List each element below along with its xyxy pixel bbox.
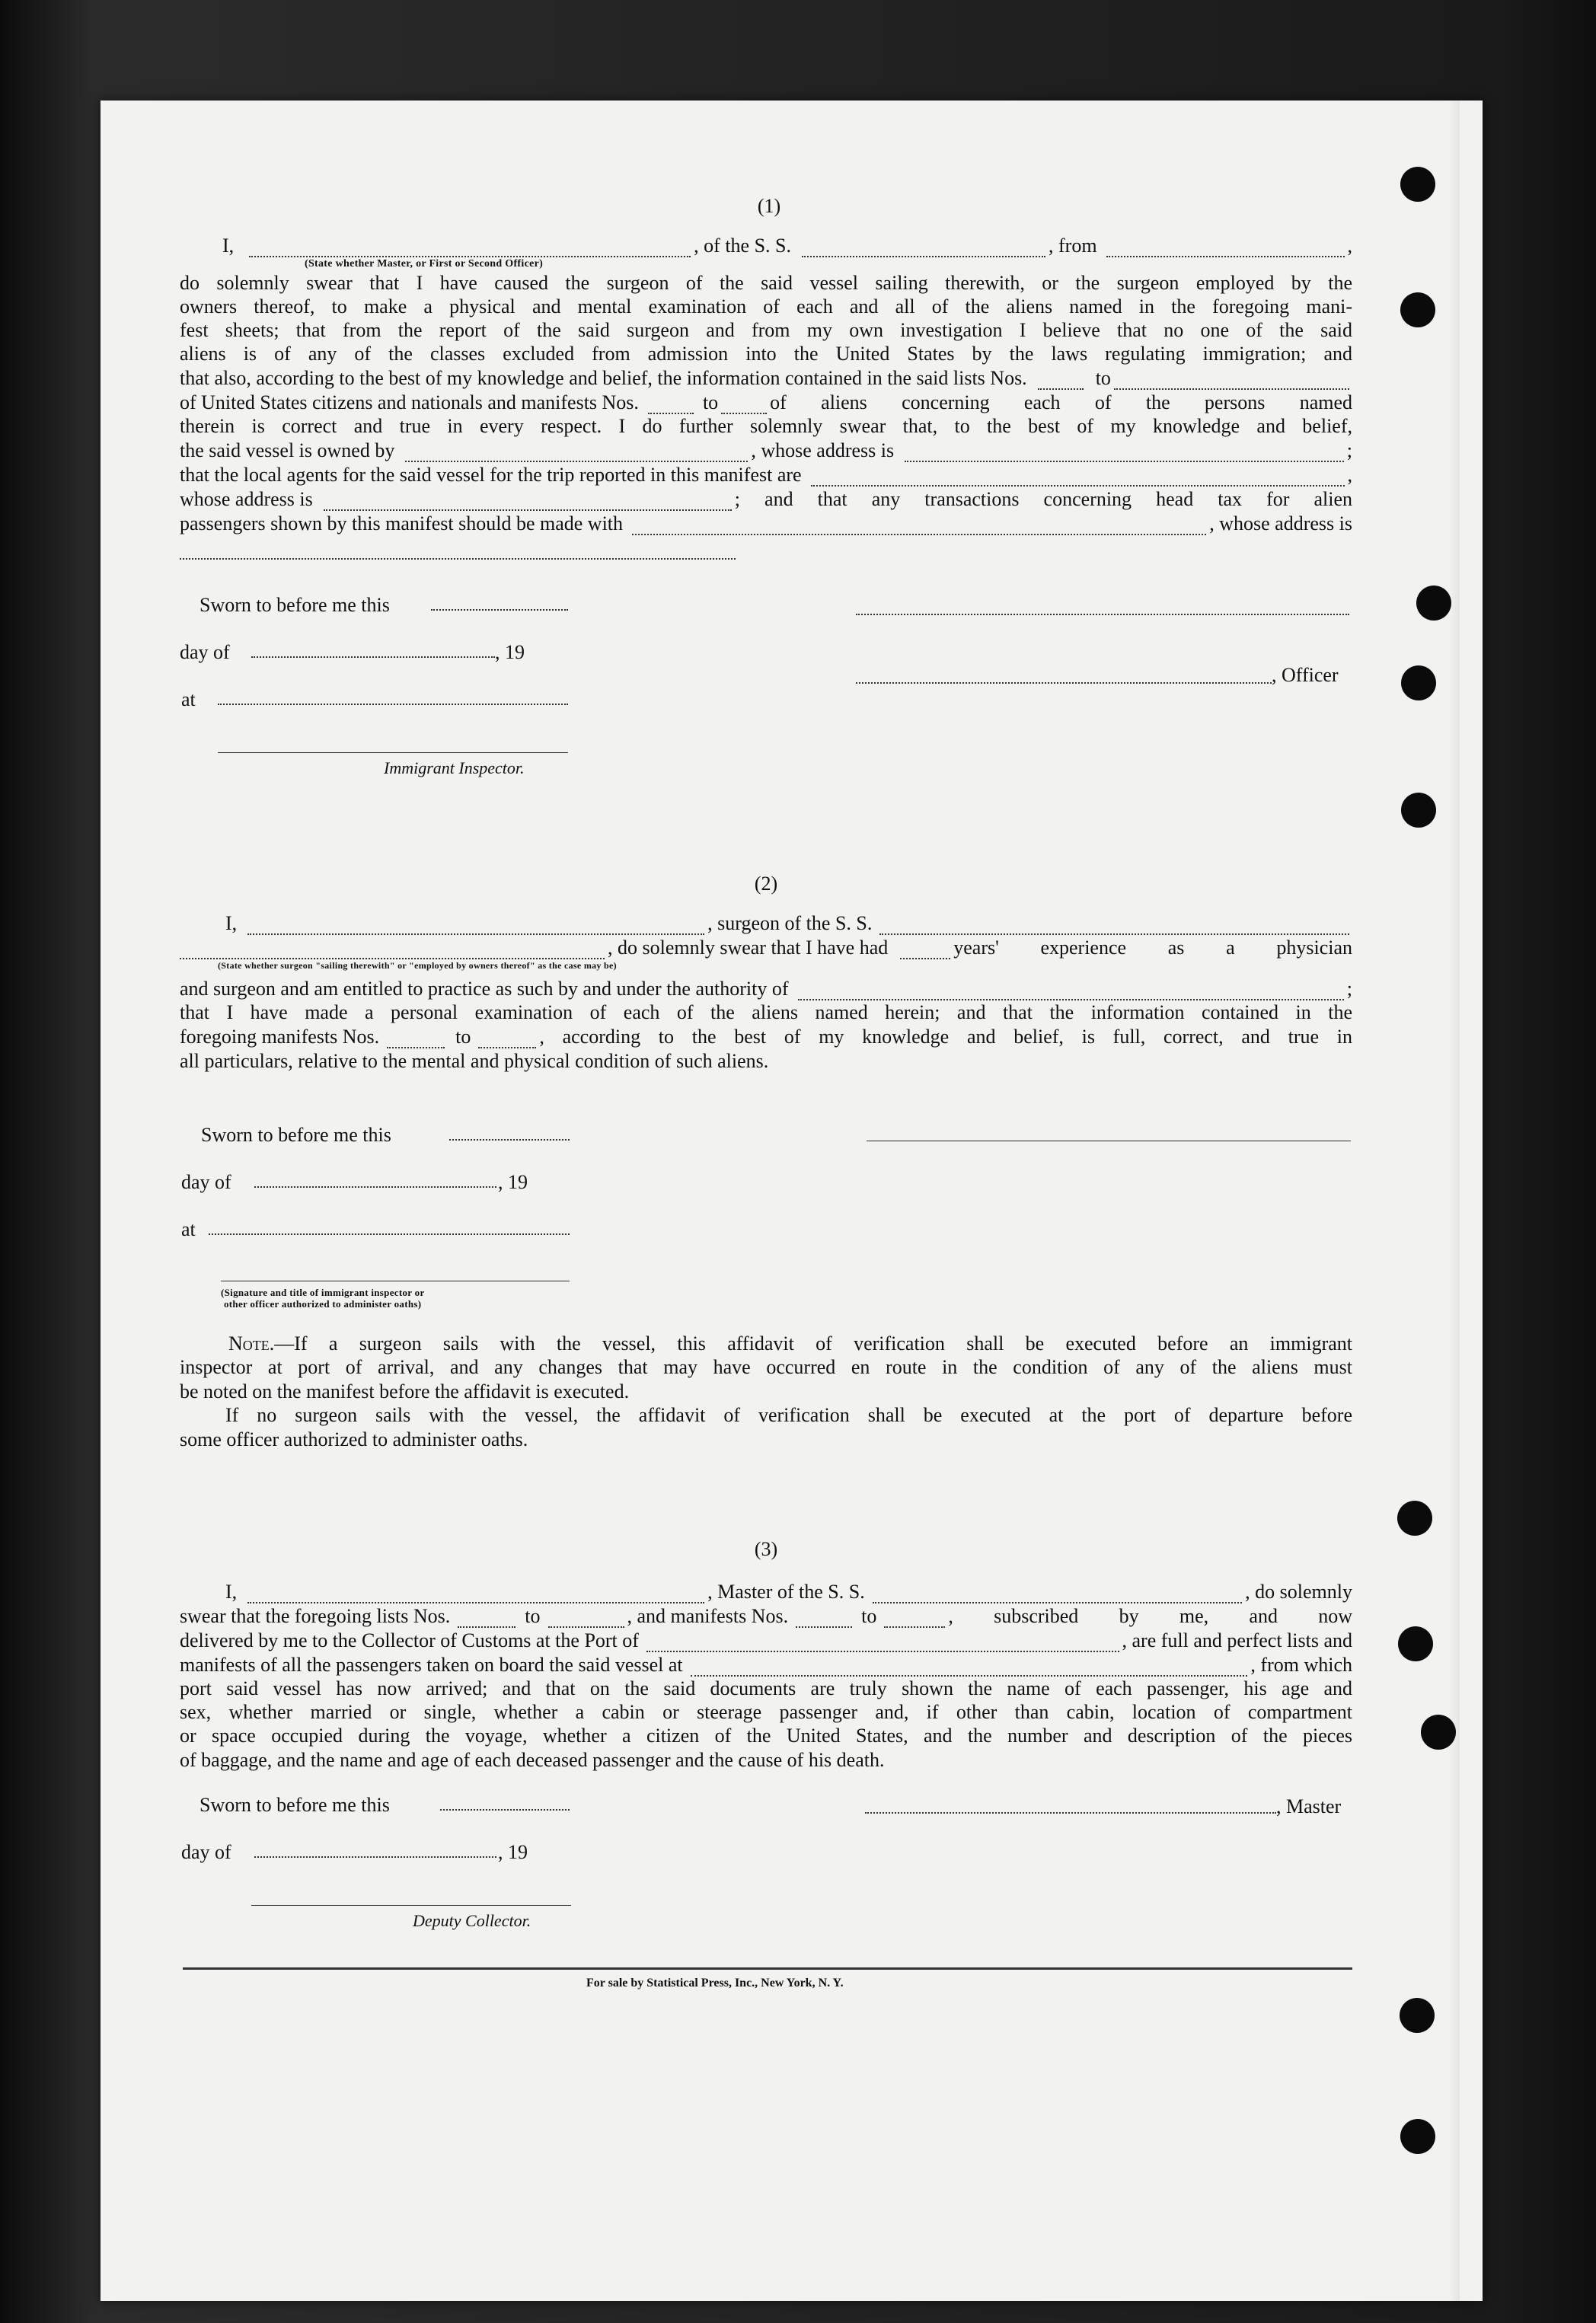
collector-caption: Deputy Collector. <box>413 1911 531 1930</box>
local-agents-field[interactable] <box>811 469 1345 487</box>
officer-signature-line[interactable] <box>856 614 1349 615</box>
section-1-affidavit <box>180 233 1352 560</box>
master-name-field[interactable] <box>247 1586 704 1603</box>
manifests-to-field[interactable] <box>884 1610 945 1628</box>
text: foregoing manifests Nos. <box>180 1026 380 1048</box>
note-line-1 <box>180 1331 1352 1355</box>
signature-caption <box>221 1287 425 1310</box>
section-2-line-5 <box>180 1024 1352 1048</box>
day-of-field[interactable] <box>251 656 495 658</box>
text: I, <box>225 1581 238 1603</box>
text: to <box>525 1605 541 1627</box>
at-place-field[interactable] <box>218 704 568 705</box>
text: ; <box>1346 439 1352 461</box>
note-paragraph <box>180 1331 1352 1451</box>
text: to <box>1095 367 1111 389</box>
sworn-label: Sworn to before me this <box>201 1124 391 1146</box>
text: , surgeon of the S. S. <box>707 912 873 934</box>
text: , of the S. S. <box>694 235 792 257</box>
sworn-date-field[interactable] <box>431 609 568 611</box>
section-2-text-line: all particulars, relative to the mental and physical condition of such aliens. <box>180 1050 769 1072</box>
day-of-label: day of <box>181 1841 231 1863</box>
section-3-line-1 <box>180 1579 1352 1603</box>
at-place-field[interactable] <box>209 1233 570 1235</box>
master-signature-line[interactable] <box>865 1812 1276 1814</box>
lists-to-field[interactable] <box>548 1610 624 1628</box>
text: manifests of all the passengers taken on board the said vessel at <box>180 1654 683 1676</box>
text: , do solemnly <box>1245 1581 1352 1603</box>
text: , according to the best of my knowledge and belief, is full, correct, and true in <box>539 1026 1352 1048</box>
section-3-text-line: sex, whether married or single, whether a cabin or steerage passenger and, if other than cabin, location of compartment <box>180 1701 1352 1723</box>
text: passengers shown by this manifest should be made with <box>180 512 624 534</box>
section-1-line-head-tax <box>180 511 1352 535</box>
text: that also, according to the best of my knowledge and belief, the information contained in the said lists Nos. <box>180 367 1027 389</box>
section-2-line-3 <box>180 976 1352 1000</box>
text: , <box>1347 464 1352 486</box>
text: , from which <box>1250 1654 1352 1676</box>
authority-field[interactable] <box>798 983 1344 1000</box>
text: —If a surgeon sails with the vessel, this affidavit of verification shall be executed before an immigrant <box>274 1332 1352 1355</box>
sworn-date-field[interactable] <box>440 1809 570 1811</box>
punch-hole <box>1400 292 1435 327</box>
note-text-line: If no surgeon sails with the vessel, the affidavit of verification shall be executed at the port of departure before <box>225 1404 1352 1426</box>
punch-hole <box>1421 1715 1456 1750</box>
text: , from <box>1049 235 1097 257</box>
master-vessel-field[interactable] <box>873 1586 1242 1603</box>
section-1-line-owner <box>180 438 1352 462</box>
section-1-text-line: do solemnly swear that I have caused the surgeon of the said vessel sailing therewith, or the surgeon employed by the <box>180 272 1352 294</box>
surgeon-status-caption: (State whether surgeon "sailing therewith" or "employed by owners thereof" as the case may be) <box>218 960 617 971</box>
page-fold-shading <box>1449 101 1460 2301</box>
text: of United States citizens and nationals and manifests Nos. <box>180 391 639 413</box>
lists-from-field[interactable] <box>1038 372 1084 390</box>
vessel-owner-field[interactable] <box>405 445 748 462</box>
section-1-line-manifests <box>180 390 1352 414</box>
day-of-label: day of <box>181 1171 231 1193</box>
text: , subscribed by me, and now <box>948 1605 1352 1627</box>
master-label: , Master <box>1276 1795 1342 1817</box>
footer-rule <box>183 1967 1352 1970</box>
year-label: , 19 <box>498 1841 528 1863</box>
sworn-date-field[interactable] <box>449 1139 570 1141</box>
lists-from-field[interactable] <box>458 1610 516 1628</box>
surgeon-status-field[interactable] <box>180 942 605 959</box>
section-2-line-1 <box>180 911 1352 935</box>
note-label: Note. <box>228 1332 275 1355</box>
text: and surgeon and am entitled to practice as such by and under the authority of <box>180 978 789 1000</box>
text: delivered by me to the Collector of Customs at the Port of <box>180 1629 639 1651</box>
year-label: , 19 <box>495 641 525 663</box>
text: swear that the foregoing lists Nos. <box>180 1605 451 1627</box>
officer-caption: (State whether Master, or First or Second Officer) <box>305 258 544 270</box>
text: to <box>702 391 719 413</box>
section-3-line-4 <box>180 1652 1352 1677</box>
section-1-line-1 <box>180 233 1352 257</box>
day-of-field[interactable] <box>254 1856 496 1858</box>
day-of-field[interactable] <box>254 1186 496 1188</box>
sworn-label: Sworn to before me this <box>200 594 390 616</box>
section-2-text-line: that I have made a personal examination of each of the aliens named herein; and that the information contained in the <box>180 1001 1352 1023</box>
text: whose address is <box>180 488 313 510</box>
text: , do solemnly swear that I have had <box>608 937 889 959</box>
section-1-text-line: owners thereof, to make a physical and mental examination of each and all of the aliens named in the foregoing mani- <box>180 295 1352 317</box>
section-1-text-line: therein is correct and true in every respect. I do further solemnly swear that, to the best of my knowledge and belief, <box>180 415 1352 437</box>
head-tax-party-field[interactable] <box>632 518 1206 535</box>
officer-title-line[interactable] <box>856 682 1272 684</box>
text: to <box>455 1026 471 1048</box>
surgeon-name-field[interactable] <box>247 917 704 935</box>
section-3-affidavit <box>180 1579 1352 1772</box>
years-experience-field[interactable] <box>900 942 950 959</box>
inspector-signature-line[interactable] <box>218 752 568 753</box>
text: , <box>1347 235 1352 257</box>
port-of-departure-field[interactable] <box>691 1659 1248 1677</box>
section-3-text-line: port said vessel has now arrived; and that on the said documents are truly shown the name of each passenger, his age and <box>180 1677 1352 1699</box>
note-text-line: inspector at port of arrival, and any changes that may have occurred en route in the condition of any of the aliens must <box>180 1356 1352 1378</box>
section-1-line-lists <box>180 365 1352 390</box>
section-2-affidavit <box>180 911 1352 1073</box>
punch-hole <box>1400 1998 1435 2033</box>
text: that the local agents for the said vessel for the trip reported in this manifest are <box>180 464 802 486</box>
from-port-field[interactable] <box>1106 240 1345 257</box>
at-label: at <box>181 1218 196 1240</box>
text: , whose address is <box>1209 512 1352 534</box>
text: to <box>861 1605 877 1627</box>
section-2-line-2 <box>180 935 1352 959</box>
section-1-line-agent-address <box>180 487 1352 511</box>
printer-imprint: For sale by Statistical Press, Inc., New York, N. Y. <box>586 1977 844 1990</box>
at-label: at <box>181 688 196 710</box>
text: the said vessel is owned by <box>180 439 395 461</box>
officer-name-field[interactable] <box>249 240 691 257</box>
note-text-line: be noted on the manifest before the affidavit is executed. <box>180 1380 630 1402</box>
signature-caption-line: (Signature and title of immigrant inspector or <box>221 1287 425 1298</box>
owner-address-field[interactable] <box>905 445 1344 462</box>
punch-hole <box>1398 1626 1433 1661</box>
section-3-number: (3) <box>754 1538 778 1560</box>
head-tax-address-field[interactable] <box>180 542 736 560</box>
punch-hole <box>1401 665 1436 700</box>
surgeon-vessel-field[interactable] <box>879 917 1349 935</box>
text: , whose address is <box>751 439 895 461</box>
punch-hole <box>1416 586 1451 621</box>
text: ; and that any transactions concerning head tax for alien <box>734 488 1352 510</box>
signature-caption-line: other officer authorized to administer oaths) <box>224 1298 422 1310</box>
surgeon-manifest-from-field[interactable] <box>387 1031 445 1048</box>
text: I, <box>225 912 238 934</box>
officer-label: , Officer <box>1272 664 1339 686</box>
agent-address-field[interactable] <box>324 493 732 511</box>
note-text-line: some officer authorized to administer oaths. <box>180 1428 528 1450</box>
section-3-text-line: of baggage, and the name and age of each deceased passenger and the cause of his death. <box>180 1749 885 1771</box>
vessel-name-field[interactable] <box>802 240 1045 257</box>
inspector-caption: Immigrant Inspector. <box>384 758 525 777</box>
text: of aliens concerning each of the persons named <box>770 391 1352 413</box>
manifests-to-field[interactable] <box>721 397 767 414</box>
punch-hole <box>1401 793 1436 828</box>
text: , and manifests Nos. <box>627 1605 789 1627</box>
sworn-label: Sworn to before me this <box>200 1794 390 1816</box>
text: , Master of the S. S. <box>707 1581 865 1603</box>
lists-to-field[interactable] <box>1114 372 1349 390</box>
port-of-arrival-field[interactable] <box>646 1635 1119 1652</box>
section-1-line-last <box>180 535 1352 560</box>
year-label: , 19 <box>498 1171 528 1193</box>
text: years' experience as a physician <box>953 937 1352 959</box>
punch-hole <box>1397 1501 1432 1536</box>
punch-hole <box>1400 2119 1435 2154</box>
text: I, <box>222 235 235 257</box>
section-1-line-agents <box>180 462 1352 487</box>
section-1-text-line: fest sheets; that from the report of the said surgeon and from my own investigation I believe that no one of the said <box>180 319 1352 341</box>
section-3-text-line: or space occupied during the voyage, whether a citizen of the United States, and the number and description of the pieces <box>180 1725 1352 1747</box>
section-1-number: (1) <box>757 195 781 217</box>
punch-hole <box>1400 167 1435 202</box>
day-of-label: day of <box>180 641 230 663</box>
section-3-line-3 <box>180 1628 1352 1652</box>
section-3-line-2 <box>180 1603 1352 1628</box>
manifests-from-field[interactable] <box>648 397 694 414</box>
section-2-number: (2) <box>754 873 778 895</box>
text: ; <box>1346 978 1352 1000</box>
manifests-from-field[interactable] <box>796 1610 852 1628</box>
surgeon-manifest-to-field[interactable] <box>478 1031 536 1048</box>
text: , are full and perfect lists and <box>1122 1629 1352 1651</box>
collector-signature-line[interactable] <box>251 1905 571 1906</box>
section-1-text-line: aliens is of any of the classes excluded from admission into the United States by the laws regulating immigration; and <box>180 343 1352 365</box>
